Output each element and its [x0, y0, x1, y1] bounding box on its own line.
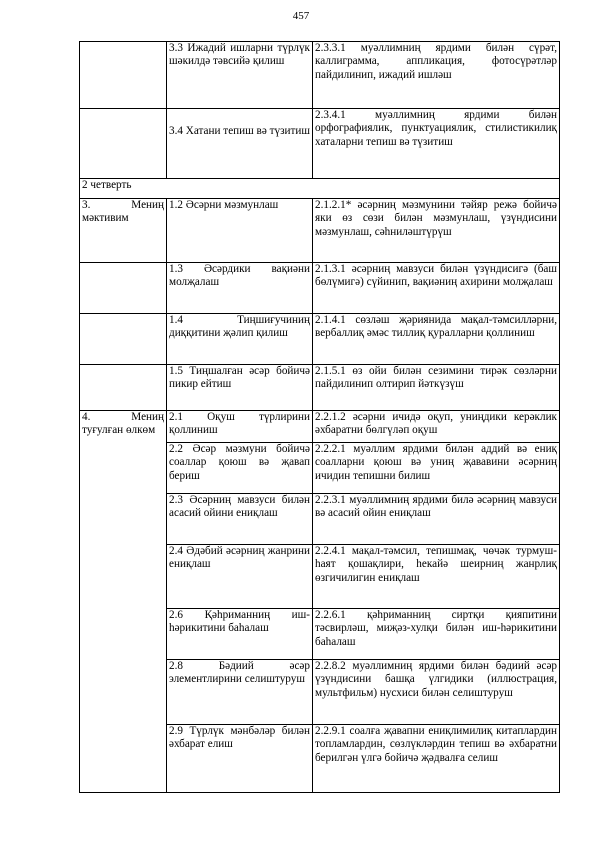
table-row — [80, 263, 560, 314]
outcome-cell: 2.3.4.1 муәллимниң ярдими билән орфографиялик, пунктуациялик, стилистикилиқ хаталарни тепиш вә түзитиш — [313, 109, 560, 179]
skill-cell: 2.3 Әсәрниң мавзуси билән асасий ойини ениқлаш — [167, 494, 313, 545]
table-row — [80, 365, 560, 411]
skill-cell: 2.6 Қәһриманниң иш-һәрикитини баһалаш — [167, 609, 313, 660]
table-row — [80, 109, 560, 179]
theme-cell: 3. Мениң мәктивим — [80, 199, 167, 263]
skill-cell: 2.1 Оқуш түрлирини қоллиниш — [167, 411, 313, 443]
skill-cell: 1.3 Әсәрдики вақиəни молҗалаш — [167, 263, 313, 314]
outcome-cell: 2.1.2.1* әсәрниң мәзмунини тәйяр режә бойичә яки өз сөзи билән мәзмунлаш, үзүндисини мәзмунлаш, сәһнилəштүрүш — [313, 199, 560, 263]
theme-cell-empty — [80, 314, 167, 365]
outcome-cell: 2.2.3.1 муәллимниң ярдими билә әсәрниң мавзуси вә асасий ойин ениқлаш — [313, 494, 560, 545]
quarter-label: 2 четверть — [80, 179, 560, 199]
table-row — [80, 314, 560, 365]
outcome-cell: 2.3.3.1 муәллимниң ярдими билән сүрәт, каллиграмма, аппликация, фотосүрәтләр пайдилинип, ижадий ишләш — [313, 42, 560, 109]
skill-cell: 3.4 Хатани тепиш вә түзитиш — [167, 109, 313, 179]
outcome-cell: 2.1.3.1 әсәрниң мавзуси билән үзүндисигә (баш бөлүмигә) сүйинип, вақиәниң ахирини молҗалаш — [313, 263, 560, 314]
outcome-cell: 2.2.6.1 қәһриманниң сиртқи қияпитини тәсвирләш, миҗәз-хулқи билән иш-һәрикитини баһалаш — [313, 609, 560, 660]
skill-cell: 2.4 Әдәбий әсәрниң жанрини ениқлаш — [167, 545, 313, 609]
theme-cell-empty — [80, 109, 167, 179]
theme-cell-empty — [80, 42, 167, 109]
outcome-cell: 2.2.1.2 әсәрни ичидә оқуп, униңдики керəклик әхбаратни бөлгүләп оқуш — [313, 411, 560, 443]
theme-cell: 4. Мениң туғулған өлкөм — [80, 411, 167, 793]
table-row — [80, 199, 560, 263]
outcome-cell: 2.1.4.1 сөзләш җəриянида мақал-тәмсилләрни, вербаллиқ әмәс тиллиқ қуралларни қоллиниш — [313, 314, 560, 365]
outcome-cell: 2.1.5.1 өз ойи билән сезимини тирәк сөзләрни пайдилинип олтирип йәткүзүш — [313, 365, 560, 411]
table-row — [80, 411, 560, 443]
outcome-cell: 2.2.4.1 мақал-тәмсил, тепишмақ, чөчәк турмуш-һаят қошақлири, һекайә шеирниң жанрлиқ өзгичилигин ениқлаш — [313, 545, 560, 609]
skill-cell: 2.8 Бәдиий әсәр элементлирини селиштуруш — [167, 660, 313, 725]
outcome-cell: 2.2.2.1 муәллим ярдими билән аддий вә ениқ соалларни қоюш вә униң җававини әсәрниң ичидин тепишни билиш — [313, 443, 560, 494]
theme-cell-empty — [80, 263, 167, 314]
skill-cell: 3.3 Ижадий ишларни түрлүк шәкилдә тәвсийә қилиш — [167, 42, 313, 109]
skill-cell: 1.2 Әсәрни мәзмунлаш — [167, 199, 313, 263]
quarter-row — [80, 179, 560, 199]
theme-cell-empty — [80, 365, 167, 411]
outcome-cell: 2.2.9.1 соалға җавапни ениқлимилиқ китаплардин топламлардин, сөзлүкләрдин тепиш вә әхбаратни берилгән үлгә бойичә җәдвалға селиш — [313, 725, 560, 793]
outcome-cell: 2.2.8.2 муәллимниң ярдими билән бәдиий әсәр үзүндисини башқа үлгидики (иллюстрация, мультфильм) нусхиси билән селиштуруш — [313, 660, 560, 725]
table-row — [80, 42, 560, 109]
page-number: 457 — [292, 10, 310, 22]
skill-cell: 2.2 Әсәр мәзмуни бойичә соаллар қоюш вә җавап бериш — [167, 443, 313, 494]
skill-cell: 2.9 Түрлүк мәнбәләр билән әхбарат елиш — [167, 725, 313, 793]
curriculum-table — [79, 41, 560, 793]
skill-cell: 1.4 Тиңшиғучиниң диққитини җәлип қилиш — [167, 314, 313, 365]
skill-cell: 1.5 Тиңшалған әсәр бойичә пикир ейтиш — [167, 365, 313, 411]
